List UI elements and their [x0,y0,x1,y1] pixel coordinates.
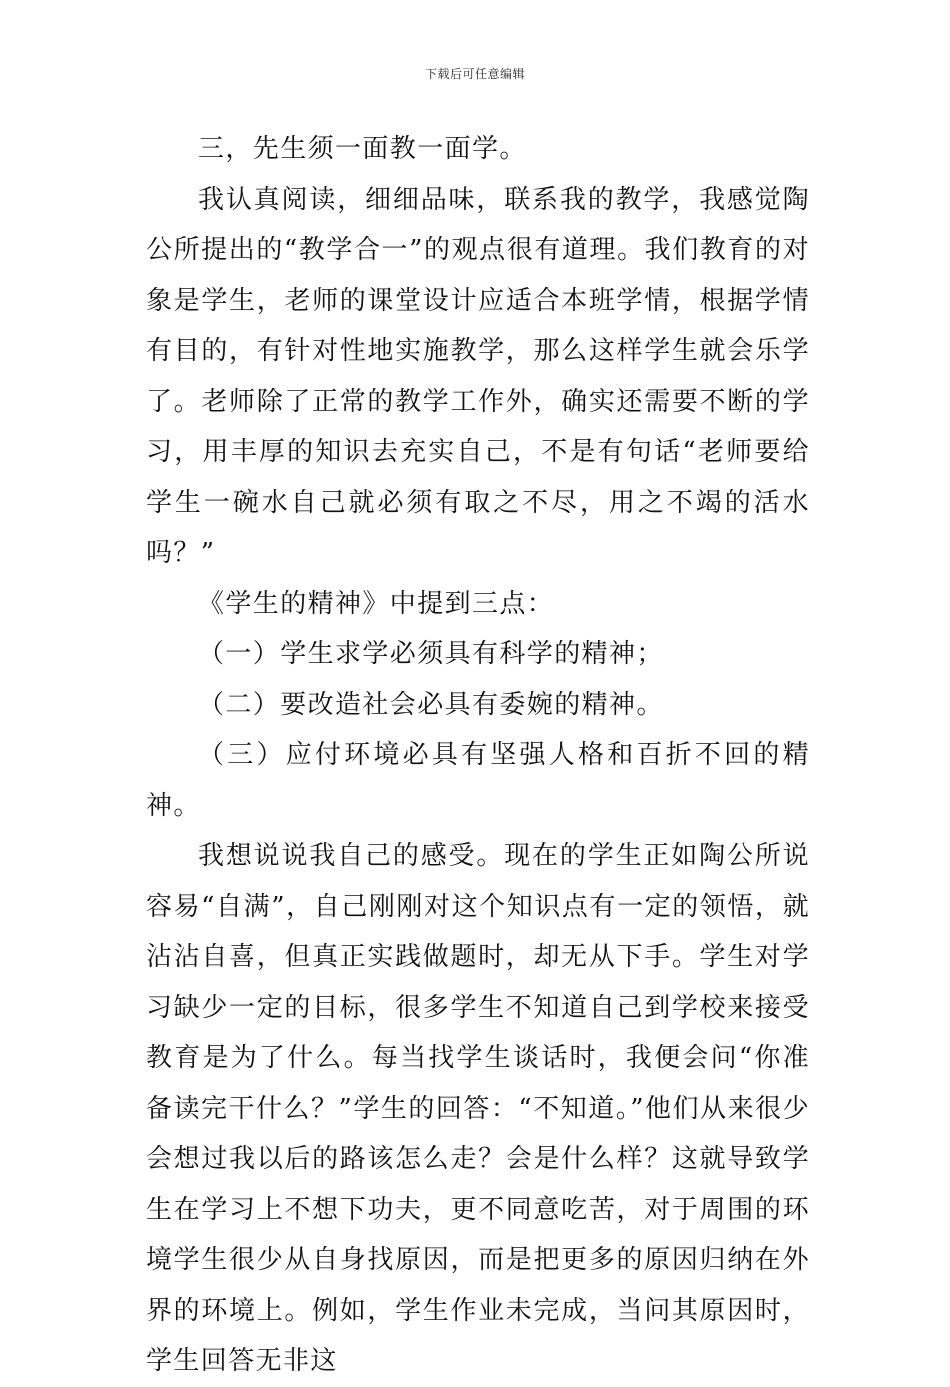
paragraph-teaching-reflection: 我认真阅读，细细品味，联系我的教学，我感觉陶公所提出的“教学合一”的观点很有道理。我们教育的对象是学生，老师的课堂设计应适合本班学情，根据学情有目的，有针对性地实施教学，那么这样学生就会乐学了。老师除了正常的教学工作外，确实还需要不断的学习，用丰厚的知识去充实自己，不是有句话“老师要给学生一碗水自己就必须有取之不尽，用之不竭的活水吗？” [146,184,810,568]
paragraph-heading-three: 三，先生须一面教一面学。 [198,134,527,164]
list-item-resilience-spirit: （三）应付环境必具有坚强人格和百折不回的精神。 [146,740,810,821]
list-item-science-spirit: （一）学生求学必须具有科学的精神； [198,639,664,669]
page-header: 下载后可任意编辑 [424,67,525,81]
paragraph-student-spirit-intro: 《学生的精神》中提到三点： [198,588,555,619]
list-item-tactful-spirit: （二）要改造社会必具有委婉的精神。 [198,689,664,720]
paragraph-personal-feelings: 我想说说我自己的感受。现在的学生正如陶公所说容易“自满”，自己刚刚对这个知识点有一定的领悟，就沾沾自喜，但真正实践做题时，却无从下手。学生对学习缺少一定的目标，很多学生不知道自己到学校来接受教育是为了什么。每当找学生谈话时，我便会问“你准备读完干什么？”学生的回答：“不知道。”他们从来很少会想过我以后的路该怎么走？会是什么样？这就导致学生在学习上不想下功夫，更不同意吃苦，对于周围的环境学生很少从自身找原因，而是把更多的原因归纳在外界的环境上。例如，学生作业未完成，当问其原因时，学生回答无非这 [146,841,810,1376]
document-body [146,124,810,1387]
